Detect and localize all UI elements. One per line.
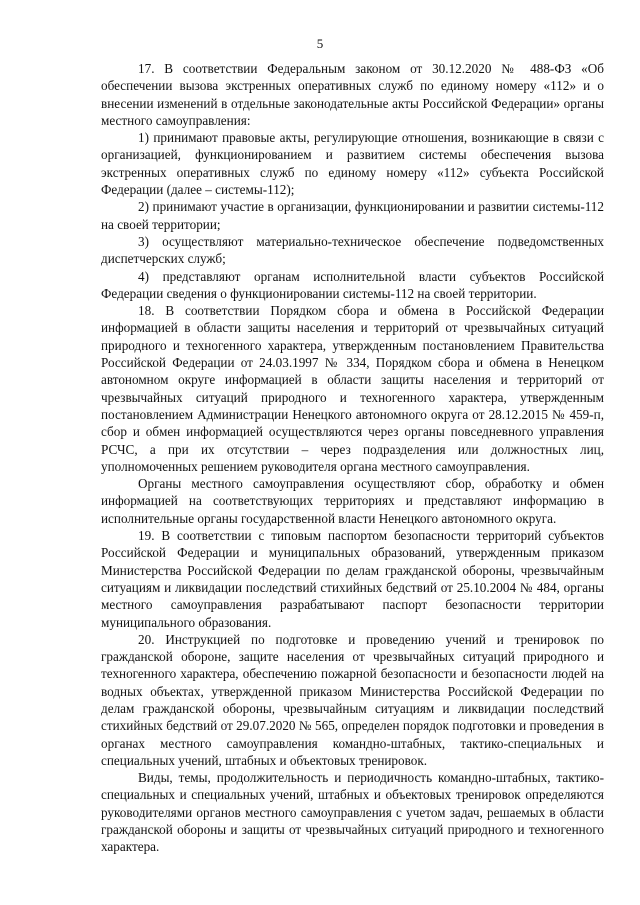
list-item-4: 4) представляют органам исполнительной власти субъектов Российской Федерации сведения о функционировании системы-112 на своей территории.	[101, 268, 604, 301]
list-item-2: 2) принимают участие в организации, функционировании и развитии системы-112 на своей территории;	[101, 199, 604, 232]
paragraph-20: 20. Инструкцией по подготовке и проведению учений и тренировок по гражданской обороне, защите населения от чрезвычайных ситуаций природного и техногенного характера, обеспечению пожарной безопасности и безопасности людей на водных объектах, утвержденной приказом Министерства Российской Федерации по делам гражданской обороны, чрезвычайным ситуациям и ликвидации последствий стихийных бедствий от 29.07.2020 № 565, определен порядок подготовки и проведения в органах местного самоуправления командно-штабных, тактико-специальных и специальных учений, штабных и объектовых тренировок.	[101, 631, 604, 768]
list-item-3: 3) осуществляют материально-техническое обеспечение подведомственных диспетчерских служб;	[101, 233, 604, 267]
document-body	[101, 60, 604, 856]
paragraph-17: 17. В соответствии Федеральным законом от 30.12.2020 № 488-ФЗ «Об обеспечении вызова экстренных оперативных служб по единому номеру «112» и о внесении изменений в отдельные законодательные акты Российской Федерации» органы местного самоуправления:	[101, 61, 604, 128]
paragraph-19: 19. В соответствии с типовым паспортом безопасности территорий субъектов Российской Федерации и муниципальных образований, утвержденным приказом Министерства Российской Федерации по делам гражданской обороны, чрезвычайным ситуациям и ликвидации последствий стихийных бедствий от 25.10.2004 № 484, органы местного самоуправления разрабатывают паспорт безопасности территории муниципального образования.	[101, 528, 604, 630]
page-number: 5	[316, 36, 324, 51]
paragraph-20-continuation: Виды, темы, продолжительность и периодичность командно-штабных, тактико-специальных и специальных учений, штабных и объектовых тренировок определяются руководителями органов местного самоуправления с учетом задач, решаемых в области гражданской обороны и защиты от чрезвычайных ситуаций природного и техногенного характера.	[101, 770, 604, 855]
list-item-1: 1) принимают правовые акты, регулирующие отношения, возникающие в связи с организацией, функционированием и развитием системы обеспечения вызова экстренных оперативных служб по единому номеру «112» субъекта Российской Федерации (далее – системы-112);	[101, 130, 604, 198]
paragraph-18-continuation: Органы местного самоуправления осуществляют сбор, обработку и обмен информацией на соответствующих территориях и представляют информацию в исполнительные органы государственной власти Ненецкого автономного округа.	[101, 476, 604, 526]
paragraph-18: 18. В соответствии Порядком сбора и обмена в Российской Федерации информацией в области защиты населения и территорий от чрезвычайных ситуаций природного и техногенного характера, утвержденным постановлением Правительства Российской Федерации от 24.03.1997 № 334, Порядком сбора и обмена в Ненецком автономном округе информацией в области защиты населения и территорий от чрезвычайных ситуаций природного и техногенного характера, утвержденным постановлением Администрации Ненецкого автономного округа от 28.12.2015 № 459-п, сбор и обмен информацией осуществляются через органы повседневного управления РСЧС, а при их отсутствии – через подразделения или должностных лиц, уполномоченных решением руководителя органа местного самоуправления.	[101, 303, 604, 474]
